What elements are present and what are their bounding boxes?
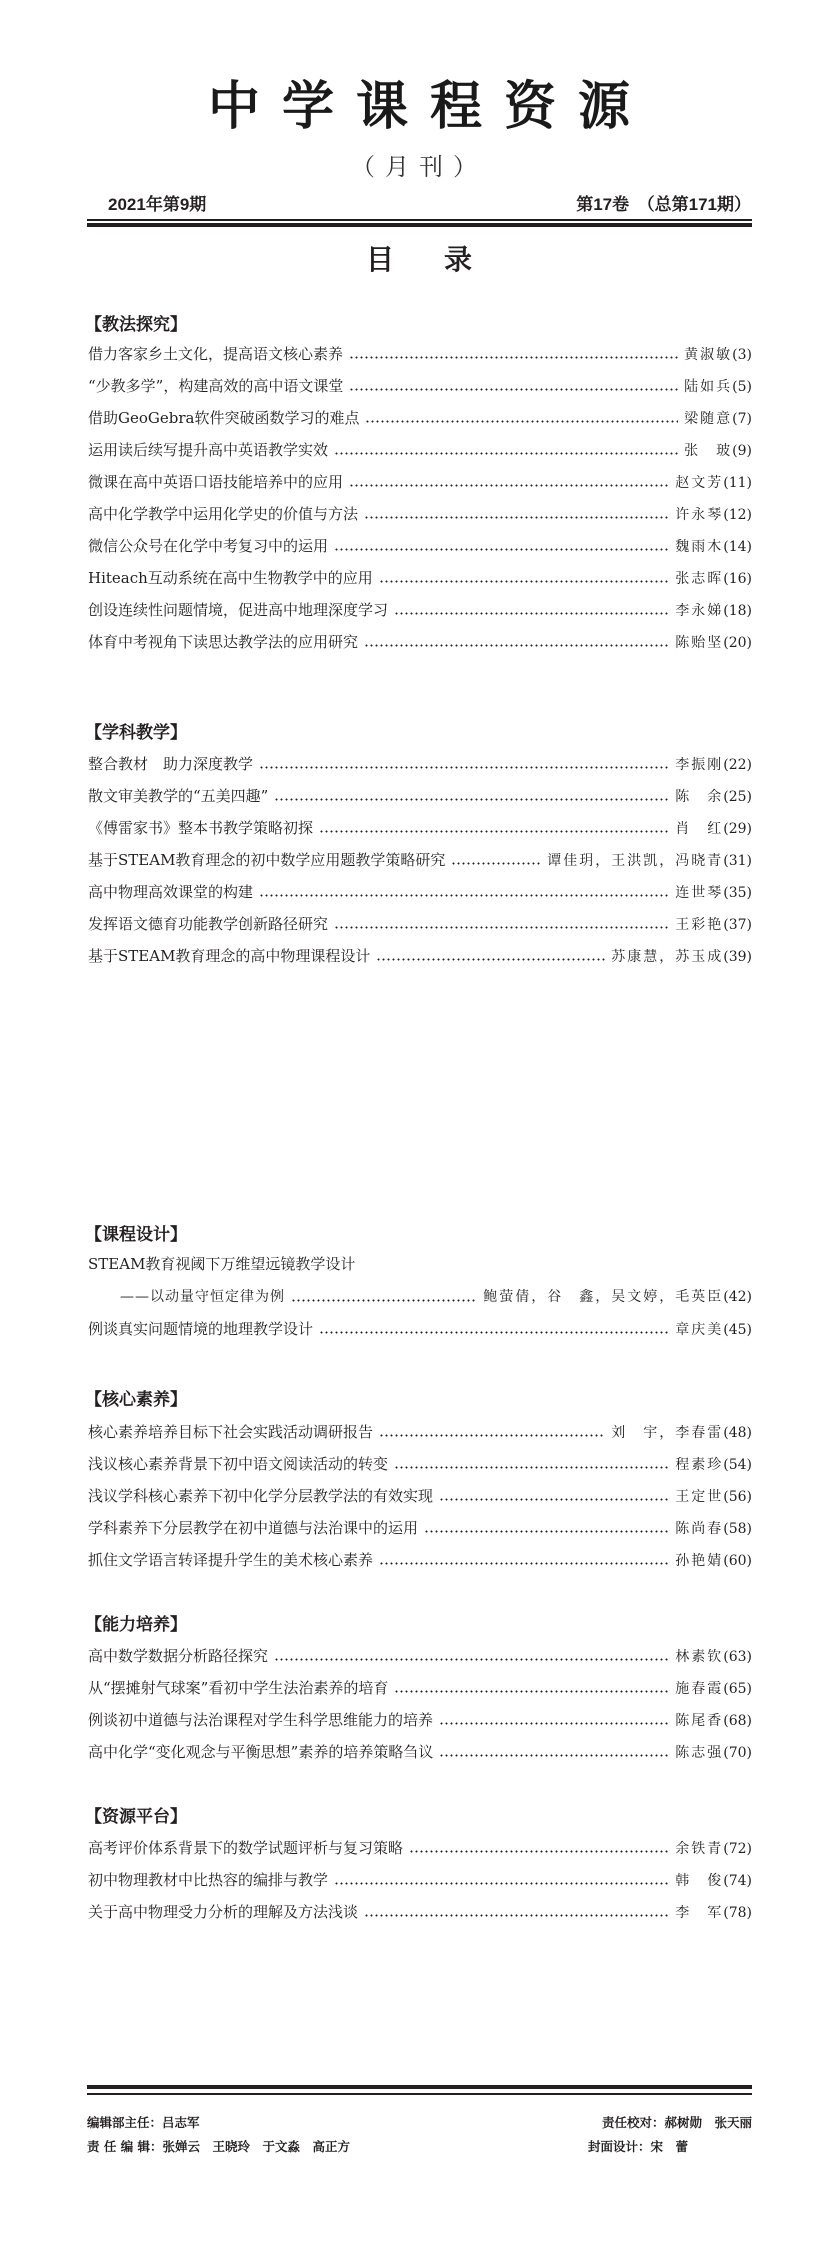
entry-page: (54) bbox=[723, 1457, 752, 1473]
entry-page: (9) bbox=[732, 443, 752, 459]
toc-entry[interactable] bbox=[88, 817, 752, 839]
leader-dots bbox=[451, 862, 541, 865]
credit-cover-design: 封面设计：宋 蕾 bbox=[588, 2139, 689, 2154]
entry-title: 基于STEAM教育理念的初中数学应用题教学策略研究 bbox=[88, 851, 446, 869]
header-rule-thick bbox=[87, 223, 752, 227]
entry-title: “少教多学”，构建高效的高中语文课堂 bbox=[88, 377, 344, 395]
volume-number: 第17卷 （总第171期） bbox=[576, 195, 751, 214]
entry-page: (29) bbox=[723, 821, 752, 837]
toc-entry[interactable] bbox=[88, 1677, 752, 1699]
leader-dots bbox=[394, 1466, 669, 1469]
leader-dots bbox=[259, 894, 669, 897]
entry-page: (65) bbox=[723, 1681, 752, 1697]
entry-page: (74) bbox=[723, 1873, 752, 1889]
entry-page: (37) bbox=[723, 917, 752, 933]
section-title: 【教法探究】 bbox=[85, 315, 187, 335]
header-rule-thin bbox=[87, 219, 752, 221]
section-title: 【能力培养】 bbox=[85, 1615, 187, 1635]
journal-title: 中学课程资源 bbox=[207, 76, 652, 137]
toc-entry[interactable] bbox=[88, 945, 752, 967]
toc-entry[interactable] bbox=[88, 567, 752, 589]
leader-dots bbox=[319, 830, 669, 833]
entry-page: (5) bbox=[732, 379, 752, 395]
toc-entry[interactable] bbox=[88, 439, 752, 461]
toc-entry[interactable] bbox=[88, 881, 752, 903]
leader-dots bbox=[349, 356, 678, 359]
toc-entry[interactable] bbox=[88, 1517, 752, 1539]
leader-dots bbox=[376, 958, 605, 961]
leader-dots bbox=[394, 1690, 669, 1693]
entry-author: 章庆美 bbox=[675, 1322, 724, 1338]
entry-page: (16) bbox=[723, 571, 752, 587]
entry-author: 赵文芳 bbox=[675, 475, 724, 491]
leader-dots bbox=[379, 1562, 669, 1565]
entry-author: 李永娣 bbox=[675, 603, 724, 619]
entry-author: 陈尾香 bbox=[675, 1713, 724, 1729]
entry-author: 王彩艳 bbox=[675, 917, 724, 933]
entry-author: 陈 余 bbox=[675, 789, 724, 805]
leader-dots bbox=[364, 1914, 669, 1917]
credit-director: 编辑部主任：吕志军 bbox=[87, 2115, 200, 2130]
entry-title: 学科素养下分层教学在初中道德与法治课中的运用 bbox=[88, 1519, 419, 1537]
entry-title: 例谈真实问题情境的地理教学设计 bbox=[88, 1320, 314, 1338]
entry-author: 韩 俊 bbox=[675, 1873, 724, 1889]
leader-dots bbox=[349, 388, 678, 391]
toc-entry[interactable] bbox=[88, 471, 752, 493]
entry-title: 基于STEAM教育理念的高中物理课程设计 bbox=[88, 947, 371, 965]
entry-title: 浅议学科核心素养下初中化学分层教学法的有效实现 bbox=[88, 1487, 434, 1505]
entry-author: 魏雨木 bbox=[675, 539, 724, 555]
entry-author: 陈尚春 bbox=[675, 1521, 724, 1537]
entry-author: 李 军 bbox=[675, 1905, 724, 1921]
entry-page: (45) bbox=[723, 1322, 752, 1338]
entry-page: (72) bbox=[723, 1841, 752, 1857]
entry-author: 陈志强 bbox=[675, 1745, 724, 1761]
entry-page: (48) bbox=[723, 1425, 752, 1441]
toc-entry[interactable] bbox=[88, 1421, 752, 1443]
entry-author: 陆如兵 bbox=[684, 379, 733, 395]
entry-title: 核心素养培养目标下社会实践活动调研报告 bbox=[88, 1423, 374, 1441]
leader-dots bbox=[274, 1658, 669, 1661]
entry-page: (78) bbox=[723, 1905, 752, 1921]
entry-title: 关于高中物理受力分析的理解及方法浅谈 bbox=[88, 1903, 359, 1921]
entry-author: 王定世 bbox=[675, 1489, 724, 1505]
entry-title: 《傅雷家书》整本书教学策略初探 bbox=[88, 819, 314, 837]
entry-title: 高中数学数据分析路径探究 bbox=[88, 1647, 269, 1665]
toc-entry[interactable] bbox=[88, 849, 752, 871]
leader-dots bbox=[365, 420, 678, 423]
entry-title: 微课在高中英语口语技能培养中的应用 bbox=[88, 473, 344, 491]
entry-page: (35) bbox=[723, 885, 752, 901]
section-title: 【学科教学】 bbox=[85, 723, 187, 743]
entry-author: 刘 宇，李春雷 bbox=[611, 1425, 724, 1441]
toc-entry[interactable] bbox=[88, 1645, 752, 1667]
entry-page: (63) bbox=[723, 1649, 752, 1665]
toc-entry[interactable] bbox=[88, 535, 752, 557]
entry-page: (3) bbox=[732, 347, 752, 363]
toc-entry[interactable] bbox=[88, 599, 752, 621]
credit-proofreaders: 责任校对：郝树勋 张天丽 bbox=[601, 2115, 752, 2130]
leader-dots bbox=[424, 1530, 669, 1533]
entry-title: 浅议核心素养背景下初中语文阅读活动的转变 bbox=[88, 1455, 389, 1473]
toc-entry[interactable] bbox=[88, 1453, 752, 1475]
leader-dots bbox=[379, 580, 669, 583]
entry-author: 谭佳玥，王洪凯，冯晓青 bbox=[547, 853, 724, 869]
toc-entry[interactable] bbox=[120, 1286, 752, 1308]
entry-page: (11) bbox=[723, 475, 752, 491]
entry-page: (14) bbox=[723, 539, 752, 555]
entry-title: Hiteach互动系统在高中生物教学中的应用 bbox=[88, 569, 373, 587]
entry-page: (39) bbox=[723, 949, 752, 965]
entry-author: 施春霞 bbox=[675, 1681, 724, 1697]
leader-dots bbox=[439, 1754, 669, 1757]
entry-page: (58) bbox=[723, 1521, 752, 1537]
entry-author: 肖 红 bbox=[675, 821, 724, 837]
entry-page: (68) bbox=[723, 1713, 752, 1729]
credit-editors: 责 任 编 辑：张婵云 王晓玲 于文淼 高正方 bbox=[87, 2139, 351, 2154]
leader-dots bbox=[364, 644, 669, 647]
toc-entry[interactable] bbox=[88, 503, 752, 525]
entry-author: 陈贻坚 bbox=[675, 635, 724, 651]
leader-dots bbox=[319, 1331, 669, 1334]
entry-title: 发挥语文德育功能教学创新路径研究 bbox=[88, 915, 329, 933]
issue-number: 2021年第9期 bbox=[108, 195, 207, 214]
section-title: 【课程设计】 bbox=[85, 1225, 187, 1245]
toc-entry[interactable] bbox=[88, 1549, 752, 1571]
leader-dots bbox=[379, 1434, 605, 1437]
journal-frequency: （月刊） bbox=[351, 153, 487, 181]
toc-entry[interactable] bbox=[88, 1741, 752, 1763]
entry-title: 高中化学教学中运用化学史的价值与方法 bbox=[88, 505, 359, 523]
entry-title: 体育中考视角下读思达教学法的应用研究 bbox=[88, 633, 359, 651]
entry-subtitle: ——以动量守恒定律为例 bbox=[120, 1289, 285, 1305]
entry-title: 运用读后续写提升高中英语教学实效 bbox=[88, 441, 329, 459]
toc-entry[interactable] bbox=[88, 1901, 752, 1923]
entry-author: 鲍萤倩，谷 鑫，吴文婷，毛英臣 bbox=[483, 1289, 724, 1305]
entry-page: (20) bbox=[723, 635, 752, 651]
entry-page: (7) bbox=[732, 411, 752, 427]
entry-author: 许永琴 bbox=[675, 507, 724, 523]
entry-title: 例谈初中道德与法治课程对学生科学思维能力的培养 bbox=[88, 1711, 434, 1729]
toc-entry[interactable] bbox=[88, 407, 752, 429]
leader-dots bbox=[409, 1850, 669, 1853]
toc-entry[interactable] bbox=[88, 1709, 752, 1731]
entry-page: (22) bbox=[723, 757, 752, 773]
entry-author: 连世琴 bbox=[675, 885, 724, 901]
leader-dots bbox=[334, 548, 669, 551]
entry-page: (25) bbox=[723, 789, 752, 805]
leader-dots bbox=[291, 1299, 477, 1302]
toc-entry[interactable] bbox=[88, 375, 752, 397]
entry-title: 从“摆摊射气球案”看初中学生法治素养的培育 bbox=[88, 1679, 389, 1697]
entry-title: 高中化学“变化观念与平衡思想”素养的培养策略刍议 bbox=[88, 1743, 434, 1761]
entry-title: 整合教材 助力深度教学 bbox=[88, 755, 254, 773]
entry-page: (42) bbox=[723, 1289, 752, 1305]
toc-entry[interactable] bbox=[88, 1485, 752, 1507]
footer-rule-thick bbox=[87, 2085, 752, 2089]
section-title: 【核心素养】 bbox=[85, 1390, 187, 1410]
entry-author: 苏康慧，苏玉成 bbox=[611, 949, 724, 965]
leader-dots bbox=[364, 516, 669, 519]
entry-title: 散文审美教学的“五美四趣” bbox=[88, 787, 269, 805]
entry-title: 借力客家乡土文化，提高语文核心素养 bbox=[88, 345, 344, 363]
leader-dots bbox=[349, 484, 669, 487]
entry-author: 余铁青 bbox=[675, 1841, 724, 1857]
toc-entry[interactable] bbox=[88, 631, 752, 653]
toc-entry[interactable] bbox=[88, 913, 752, 935]
entry-title: 创设连续性问题情境，促进高中地理深度学习 bbox=[88, 601, 389, 619]
entry-author: 张 玻 bbox=[684, 443, 733, 459]
toc-entry[interactable] bbox=[88, 1869, 752, 1891]
toc-entry[interactable] bbox=[88, 785, 752, 807]
leader-dots bbox=[334, 926, 669, 929]
entry-title: 抓住文学语言转译提升学生的美术核心素养 bbox=[88, 1551, 374, 1569]
entry-author: 李振刚 bbox=[675, 757, 724, 773]
entry-title: 微信公众号在化学中考复习中的运用 bbox=[88, 537, 329, 555]
entry-title: 高考评价体系背景下的数学试题评析与复习策略 bbox=[88, 1839, 404, 1857]
toc-entry[interactable] bbox=[88, 753, 752, 775]
leader-dots bbox=[274, 798, 669, 801]
toc-entry[interactable] bbox=[88, 343, 752, 365]
entry-page: (70) bbox=[723, 1745, 752, 1761]
entry-author: 林素钦 bbox=[675, 1649, 724, 1665]
entry-title[interactable]: STEAM教育视阈下万维望远镜教学设计 bbox=[88, 1255, 356, 1273]
entry-author: 程素珍 bbox=[675, 1457, 724, 1473]
entry-author: 孙艳婧 bbox=[675, 1553, 724, 1569]
leader-dots bbox=[334, 1882, 669, 1885]
leader-dots bbox=[394, 612, 669, 615]
entry-author: 梁随意 bbox=[684, 411, 733, 427]
entry-author: 黄淑敏 bbox=[684, 347, 733, 363]
entry-page: (18) bbox=[723, 603, 752, 619]
footer-rule-thin bbox=[87, 2093, 752, 2095]
leader-dots bbox=[439, 1498, 669, 1501]
entry-author: 张志晖 bbox=[675, 571, 724, 587]
section-title: 【资源平台】 bbox=[85, 1807, 187, 1827]
entry-title: 高中物理高效课堂的构建 bbox=[88, 883, 254, 901]
toc-entry[interactable] bbox=[88, 1318, 752, 1340]
entry-page: (60) bbox=[723, 1553, 752, 1569]
leader-dots bbox=[334, 452, 678, 455]
entry-title: 初中物理教材中比热容的编排与教学 bbox=[88, 1871, 329, 1889]
toc-heading: 目录 bbox=[365, 243, 522, 276]
entry-title: 借助GeoGebra软件突破函数学习的难点 bbox=[88, 409, 360, 427]
toc-entry[interactable] bbox=[88, 1837, 752, 1859]
entry-page: (12) bbox=[723, 507, 752, 523]
entry-page: (31) bbox=[723, 853, 752, 869]
leader-dots bbox=[439, 1722, 669, 1725]
leader-dots bbox=[259, 766, 669, 769]
entry-page: (56) bbox=[723, 1489, 752, 1505]
